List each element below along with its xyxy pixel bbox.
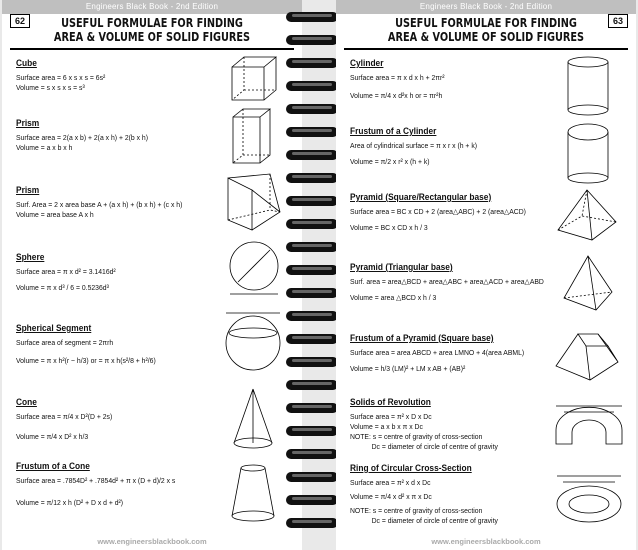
frustum-cone-figure xyxy=(226,458,280,528)
formula-note: Dc = diameter of circle of centre of gravity xyxy=(371,516,498,525)
formula-line: Surface area = π² x D x Dc xyxy=(350,412,432,421)
section-title: Prism xyxy=(16,185,40,196)
section-title: Frustum of a Cone xyxy=(16,461,90,472)
formula-line: Volume = π/4 x d²x h or = πr²h xyxy=(350,91,443,100)
binding-ring xyxy=(286,219,338,229)
right-title-line1: USEFUL FORMULAE FOR FINDING xyxy=(395,15,577,30)
solid-revolution-figure xyxy=(550,400,628,456)
formula-line: Surface area of segment = 2πrh xyxy=(16,338,114,347)
section-title: Pyramid (Square/Rectangular base) xyxy=(350,192,492,203)
formula-line: Surface area = 6 x s x s = 6s² xyxy=(16,73,106,82)
binding-ring xyxy=(286,311,338,321)
left-title-line1: USEFUL FORMULAE FOR FINDING xyxy=(61,15,243,30)
binding-ring xyxy=(286,265,338,275)
left-title xyxy=(35,16,269,44)
binding-ring xyxy=(286,104,338,114)
binding-ring xyxy=(286,449,338,459)
right-page xyxy=(336,0,636,550)
pyramid-square-figure xyxy=(552,186,622,246)
binding-ring xyxy=(286,380,338,390)
binding-ring xyxy=(286,403,338,413)
pyramid-triangular-figure xyxy=(556,252,618,316)
section-spherical-segment xyxy=(16,323,226,366)
section-cone xyxy=(16,397,226,442)
section-title: Pyramid (Triangular base) xyxy=(350,262,453,273)
binding-ring xyxy=(286,196,338,206)
section-sphere xyxy=(16,252,226,293)
binding-ring xyxy=(286,472,338,482)
right-title-line2: AREA & VOLUME OF SOLID FIGURES xyxy=(387,29,585,44)
section-title: Cylinder xyxy=(350,58,384,69)
binding-ring xyxy=(286,495,338,505)
binding-ring xyxy=(286,58,338,68)
section-pyramid-triangular xyxy=(350,262,560,303)
formula-line: Volume = a x b x π x Dc xyxy=(350,422,423,431)
formula-line: Surface area = .7854D² + .7854d² + π x (D + d)/2 x s xyxy=(16,476,176,485)
formula-line: Volume = π/12 x h (D² + D x d + d²) xyxy=(16,498,124,507)
section-frustum-pyramid xyxy=(350,333,560,374)
formula-line: Surface area = BC x CD + 2 (area△ABC) + 2 (area△ACD) xyxy=(350,207,526,216)
left-header: Engineers Black Book - 2nd Edition xyxy=(2,0,302,14)
frustum-cylinder-figure xyxy=(558,118,620,186)
section-title: Cube xyxy=(16,58,37,69)
binding-ring xyxy=(286,150,338,160)
binding-ring xyxy=(286,357,338,367)
cube-figure xyxy=(224,52,284,107)
formula-line: Volume = π x d³ / 6 = 0.5236d³ xyxy=(16,283,109,292)
section-pyramid-square xyxy=(350,192,560,233)
section-solids-revolution xyxy=(350,397,560,452)
binding-ring xyxy=(286,127,338,137)
left-footer: www.engineersblackbook.com xyxy=(97,537,207,546)
formula-line: Surface area = π x d² = 3.1416d² xyxy=(16,267,116,276)
left-page xyxy=(2,0,302,550)
right-page-number: 63 xyxy=(608,14,628,28)
formula-line: Volume = h/3 (LM)² + LM x AB + (AB)² xyxy=(350,364,466,373)
binding-ring xyxy=(286,426,338,436)
formula-note: NOTE: s = centre of gravity of cross-section xyxy=(350,432,483,441)
formula-line: Volume = π/4 x D² x h/3 xyxy=(16,432,89,441)
ring-figure xyxy=(550,468,628,532)
formula-line: Surf. area = area△BCD + area△ABC + area△ACD + area△ABD xyxy=(350,277,544,286)
section-frustum-cylinder xyxy=(350,126,560,167)
sphere-figure xyxy=(226,238,282,296)
section-ring xyxy=(350,463,560,526)
divider xyxy=(10,48,294,50)
section-cube xyxy=(16,58,226,93)
formula-line: Volume = π/2 x r² x (h + k) xyxy=(350,157,430,166)
section-title: Prism xyxy=(16,118,40,129)
formula-line: Volume = area △BCD x h / 3 xyxy=(350,293,437,302)
frustum-pyramid-figure xyxy=(550,326,624,384)
section-prism-triangular xyxy=(16,185,226,220)
formula-line: Volume = BC x CD x h / 3 xyxy=(350,223,428,232)
formula-line: Volume = area base A x h xyxy=(16,210,94,219)
section-title: Ring of Circular Cross-Section xyxy=(350,463,472,474)
divider xyxy=(344,48,628,50)
binding-ring xyxy=(286,334,338,344)
formula-line: Surface area = π x d x h + 2πr² xyxy=(350,73,445,82)
binding-ring xyxy=(286,173,338,183)
section-title: Cone xyxy=(16,397,37,408)
binding-ring xyxy=(286,242,338,252)
spherical-segment-figure xyxy=(222,305,284,375)
left-title-line2: AREA & VOLUME OF SOLID FIGURES xyxy=(53,29,251,44)
section-title: Frustum of a Pyramid (Square base) xyxy=(350,333,494,344)
binding-ring xyxy=(286,518,338,528)
formula-line: Surf. Area = 2 x area base A + (a x h) + (b x h) + (c x h) xyxy=(16,200,183,209)
cone-figure xyxy=(228,385,278,455)
formula-line: Surface area = π/4 x D²(D + 2s) xyxy=(16,412,113,421)
right-header: Engineers Black Book - 2nd Edition xyxy=(336,0,636,14)
binding-ring xyxy=(286,288,338,298)
section-cylinder xyxy=(350,58,560,101)
formula-line: Surface area = π² x d x Dc xyxy=(350,478,431,487)
formula-line: Volume = a x b x h xyxy=(16,143,73,152)
section-title: Spherical Segment xyxy=(16,323,92,334)
section-frustum-cone xyxy=(16,461,226,508)
formula-line: Area of cylindrical surface = π x r x (h + k) xyxy=(350,141,478,150)
triangular-prism-figure xyxy=(222,170,284,235)
prism-figure xyxy=(228,105,278,170)
formula-line: Surface area = 2(a x b) + 2(a x h) + 2(b x h) xyxy=(16,133,149,142)
formula-line: Surface area = area ABCD + area LMNO + 4(area ABML) xyxy=(350,348,525,357)
formula-line: Volume = π/4 x d² x π x Dc xyxy=(350,492,432,501)
right-footer: www.engineersblackbook.com xyxy=(431,537,541,546)
section-title: Frustum of a Cylinder xyxy=(350,126,437,137)
right-title xyxy=(369,16,603,44)
formula-line: Volume = s x s x s = s³ xyxy=(16,83,85,92)
binding-ring xyxy=(286,12,338,22)
binding-ring xyxy=(286,81,338,91)
section-prism xyxy=(16,118,226,153)
section-title: Solids of Revolution xyxy=(350,397,431,408)
cylinder-figure xyxy=(558,52,620,120)
formula-note: Dc = diameter of circle of centre of gravity xyxy=(371,442,498,451)
binding-ring xyxy=(286,35,338,45)
left-page-number: 62 xyxy=(10,14,30,28)
formula-line: Volume = π x h²(r − h/3) or = π x h(s²/8 + h²/6) xyxy=(16,356,156,365)
section-title: Sphere xyxy=(16,252,45,263)
formula-note: NOTE: s = centre of gravity of cross-section xyxy=(350,506,483,515)
